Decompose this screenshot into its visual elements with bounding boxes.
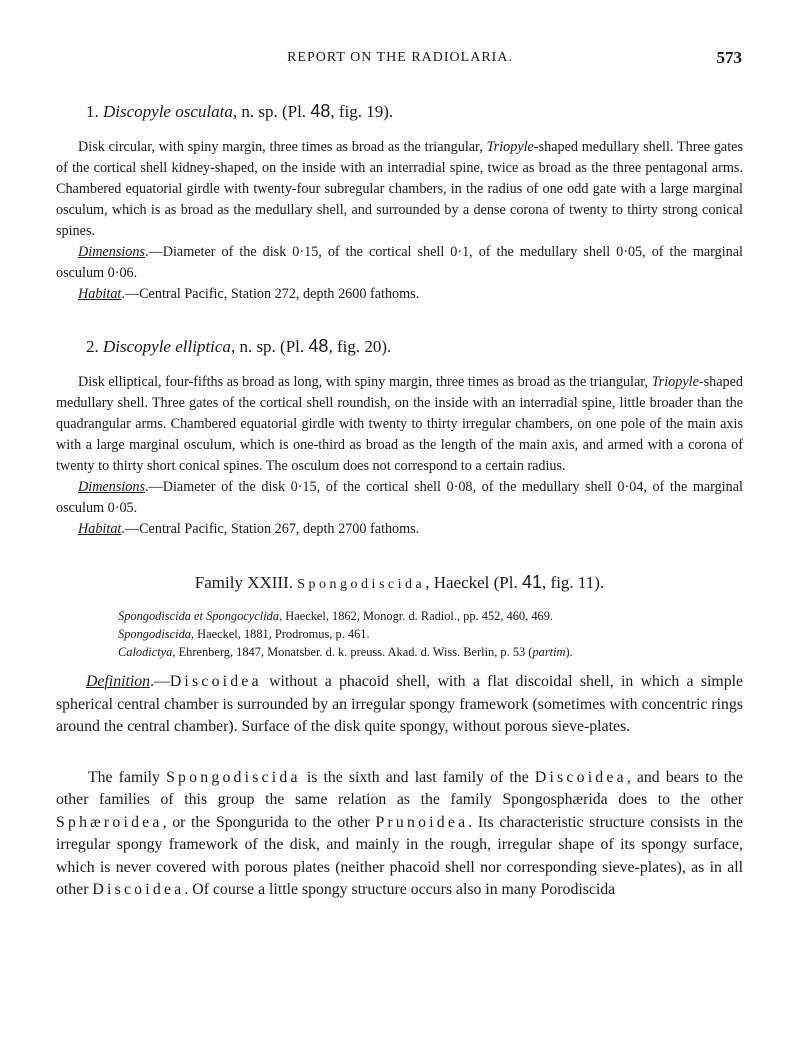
habitat-text: .—Central Pacific, Station 272, depth 2600 fathoms. xyxy=(121,286,420,302)
running-head xyxy=(0,48,800,70)
definition-label: Definition xyxy=(86,673,151,690)
synonym-ref: , Ehrenberg, 1847, Monatsber. d. k. preuss. Akad. d. Wiss. Berlin, p. 53 ( xyxy=(172,645,533,659)
body-text: is the sixth and last family of the xyxy=(300,768,535,786)
plate-number: 48 xyxy=(308,336,329,356)
habitat-text: .—Central Pacific, Station 267, depth 2700 fathoms. xyxy=(121,521,420,537)
habitat-label: Habitat xyxy=(78,286,122,302)
species-name: Discopyle elliptica xyxy=(103,337,231,356)
family-number: Family XXIII. xyxy=(194,573,298,592)
body-paragraph xyxy=(56,767,743,902)
habitat xyxy=(56,284,743,305)
synonym-note: partim xyxy=(532,645,566,659)
species-name: Discopyle osculata xyxy=(103,102,233,121)
synonym-entry xyxy=(118,625,743,643)
family-heading xyxy=(56,570,743,597)
dimensions xyxy=(56,477,743,519)
taxon-name: Discoidea xyxy=(92,881,185,898)
taxon-name: Discoidea xyxy=(534,768,627,786)
species-number: 2. xyxy=(86,337,99,356)
plate-number: 48 xyxy=(310,101,331,121)
body-text: The family xyxy=(88,768,167,786)
dimensions-text: .—Diameter of the disk 0·15, of the cortical shell 0·1, of the medullary shell 0·05, of the marginal osculum 0·06. xyxy=(56,244,743,281)
synonym-ref: , Haeckel, 1881, Prodromus, p. 461. xyxy=(190,627,370,641)
dimensions-label: Dimensions xyxy=(78,479,145,495)
synonym-ref: , Haeckel, 1862, Monogr. d. Radiol., pp. 452, 460, 469. xyxy=(279,609,554,623)
species-entry-2 xyxy=(56,335,743,540)
habitat xyxy=(56,519,743,540)
genus-ref: Triopyle xyxy=(486,139,534,155)
family-author: , Haeckel (Pl. xyxy=(425,573,518,592)
taxon-name: Sphæroidea xyxy=(56,813,163,831)
running-title: REPORT ON THE RADIOLARIA. xyxy=(287,50,513,65)
dimensions-label: Dimensions xyxy=(78,244,145,260)
dimensions-text: .—Diameter of the disk 0·15, of the cortical shell 0·08, of the medullary shell 0·04, of the marginal osculum 0·05. xyxy=(56,479,743,516)
synonym-entry xyxy=(118,607,743,625)
habitat-label: Habitat xyxy=(78,521,122,537)
body-text: . Its characteristic structure consists in the irregular spongy framework of the disk, and mainly in the rough, irregular shape of its spongy surface, which is never covered with porous plates (neither phacoid shell nor corresponding sieve-plates), as in all other xyxy=(56,813,744,898)
main-content xyxy=(56,88,743,902)
description-text: Disk elliptical, four-fifths as broad as long, with spiny margin, three times as broad as the triangular, xyxy=(78,374,652,390)
species-heading xyxy=(86,100,743,123)
page-number: 573 xyxy=(716,48,742,67)
synonym-entry xyxy=(118,643,743,661)
taxon-name: Discoidea xyxy=(169,673,262,690)
definition-dash: .— xyxy=(150,673,170,690)
species-status: , n. sp. (Pl. xyxy=(232,102,307,121)
species-description xyxy=(56,372,743,477)
taxon-name: Prunoidea xyxy=(375,813,469,831)
synonym-ref-end: ). xyxy=(565,645,573,659)
description-text: Disk circular, with spiny margin, three times as broad as the triangular, xyxy=(78,139,487,155)
synonymy-list xyxy=(118,607,743,661)
dimensions xyxy=(56,242,743,284)
figure-ref: , fig. 20). xyxy=(328,337,392,356)
species-entry-1 xyxy=(56,100,743,305)
genus-ref: Triopyle xyxy=(651,374,699,390)
synonym-name: Calodictya xyxy=(118,645,173,659)
family-name: Spongodiscida xyxy=(297,577,426,592)
description-text: -shaped medullary shell. Three gates of the cortical shell roundish, on the inside with an interradial spine, little broader than the quadrangular arms. Chambered equatorial girdle with twenty to thirty irregular chambers, on one pole of the main axis with a large marginal osculum, which is one-third as broad as the length of the main axis, and armed with a corona of twenty to thirty short conical spines. The osculum does not correspond to a certain radius. xyxy=(56,374,743,474)
synonym-name: Spongodiscida xyxy=(118,627,191,641)
body-text: , and bears to the other families of this group the same relation as the family Spongosphærida does to the other xyxy=(56,768,743,808)
body-text: . Of course a little spongy structure occurs also in many Porodiscida xyxy=(184,881,616,898)
figure-ref: , fig. 11). xyxy=(542,573,605,592)
figure-ref: , fig. 19). xyxy=(330,102,394,121)
species-number: 1. xyxy=(86,102,99,121)
description-text: -shaped medullary shell. Three gates of the cortical shell kidney-shaped, on the inside with an interradial spine, twice as broad as the three pentagonal arms. Chambered equatorial girdle with twenty-four subregular chambers, in the radius of one odd gate with a large marginal osculum, which is as broad as the medullary shell, and surrounded by a dense corona of twenty to thirty strong conical spines. xyxy=(56,139,743,239)
taxon-name: Spongodiscida xyxy=(166,768,301,786)
species-heading xyxy=(86,335,743,358)
species-status: , n. sp. (Pl. xyxy=(230,337,305,356)
plate-number: 41 xyxy=(522,572,543,592)
species-description xyxy=(56,137,743,242)
definition-text: without a phacoid shell, with a flat discoidal shell, in which a simple spherical central chamber is surrounded by an irregular spongy framework (sometimes with concentric rings around the central chamber). Surface of the disk quite spongy, without porous sieve-plates. xyxy=(56,673,743,735)
family-definition xyxy=(56,671,743,739)
synonym-name: Spongodiscida et Spongocyclida xyxy=(118,609,280,623)
body-text: , or the Spongurida to the other xyxy=(162,813,376,831)
